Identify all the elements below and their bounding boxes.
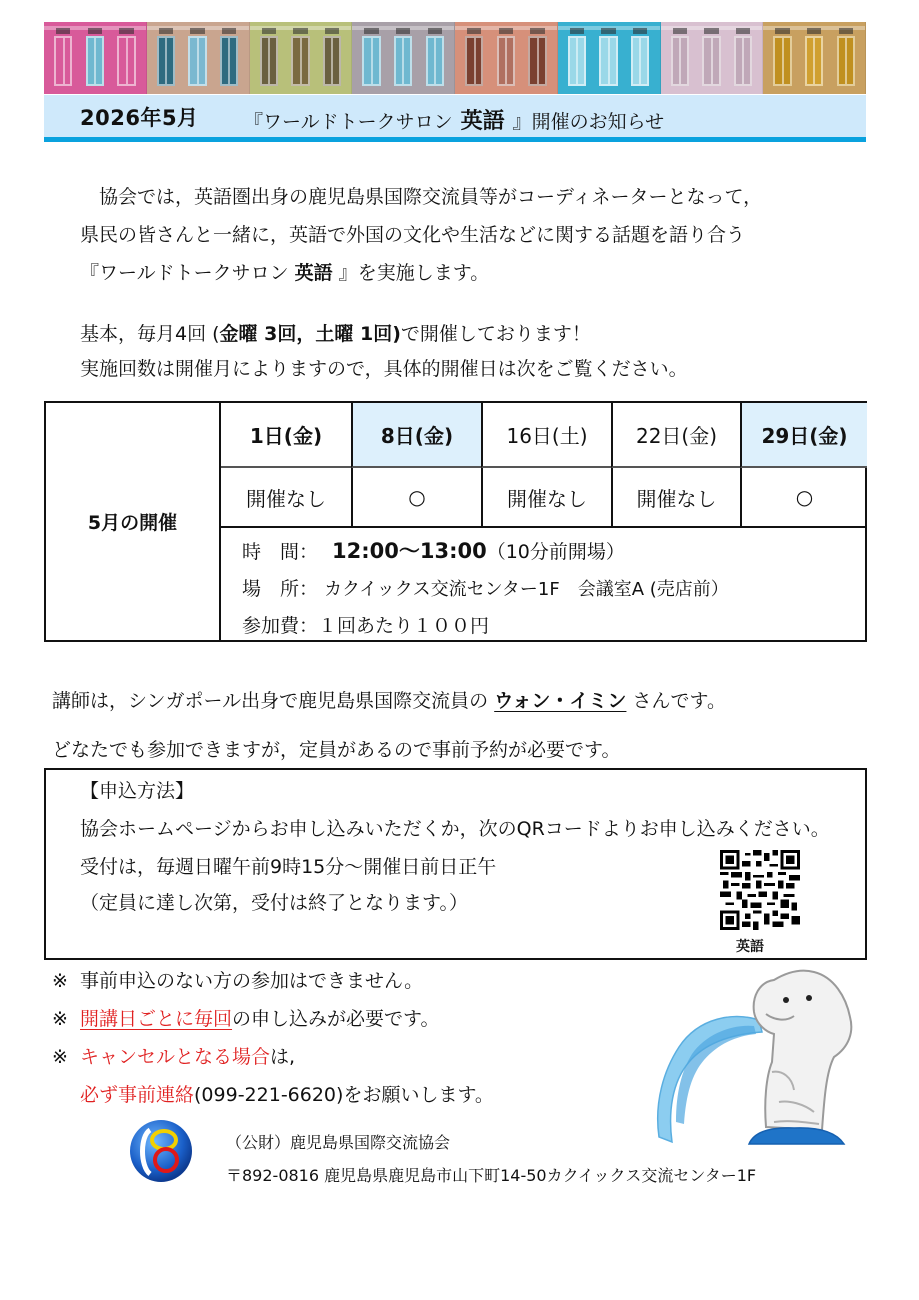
time-value: 12:00～13:00 <box>332 539 487 563</box>
application-box <box>44 768 867 960</box>
instructor-name: ウォン・イミン <box>494 690 627 712</box>
schedule-info <box>242 533 729 645</box>
note-3-text: は, <box>270 1046 296 1068</box>
qr-code-icon[interactable] <box>716 850 804 930</box>
status-cell: 開催なし <box>611 468 740 528</box>
shophouse-image <box>558 22 661 94</box>
apply-line-3: （定員に達し次第，受付は終了となります。） <box>80 892 468 914</box>
title-language: 英語 <box>460 109 505 134</box>
note-4 <box>80 1080 494 1107</box>
apply-line-1: 協会ホームページからお申し込みいただくか，次のQRコードよりお申し込みください。 <box>80 818 830 840</box>
organization-name: （公財）鹿児島県国際交流協会 <box>226 1133 451 1152</box>
fee-label: 参加費： <box>242 615 319 637</box>
note-3-emphasis: キャンセルとなる場合 <box>80 1046 271 1068</box>
note-4-text: をお願いします。 <box>343 1084 494 1106</box>
intro-line-3-suffix: 』を実施します。 <box>332 262 490 284</box>
status-cell: 開催なし <box>481 468 611 528</box>
status-cell: 開催なし <box>221 468 351 528</box>
place-label: 場 所： <box>242 578 319 600</box>
note-2 <box>52 1004 440 1031</box>
frequency-bold: 金曜 3回，土曜 1回) <box>219 323 401 345</box>
frequency-line-1 <box>80 315 591 353</box>
page-title <box>244 104 664 135</box>
date-cell: 1日(金) <box>221 403 351 468</box>
place-row <box>242 571 729 608</box>
note-3 <box>52 1042 295 1069</box>
time-row <box>242 533 729 571</box>
status-cell: ○ <box>351 468 481 528</box>
shophouse-image <box>352 22 455 94</box>
instructor-prefix: 講師は，シンガポール出身で鹿児島県国際交流員の <box>52 690 495 712</box>
frequency-prefix: 基本，毎月4回 ( <box>80 323 220 345</box>
note-2-text: の申し込みが必要です。 <box>232 1008 440 1030</box>
date-cell: 29日(金) <box>740 403 867 468</box>
intro-line-2: 県民の皆さんと一緒に，英語で外国の文化や生活などに関する話題を語り合う <box>80 224 746 246</box>
association-logo-icon <box>128 1118 194 1184</box>
schedule-grid <box>221 403 865 528</box>
note-mark: ※ <box>52 1008 68 1030</box>
shophouse-image <box>661 22 764 94</box>
fee-value: １回あたり１００円 <box>318 615 490 637</box>
fee-row <box>242 608 729 645</box>
note-1-text: 事前申込のない方の参加はできません。 <box>80 970 424 992</box>
instructor-line <box>52 686 726 713</box>
intro-line-3-bold: 英語 <box>294 262 333 284</box>
intro-line-3 <box>80 254 489 292</box>
shophouse-image <box>763 22 866 94</box>
title-date: 2026年5月 <box>80 106 199 130</box>
title-suffix: 』開催のお知らせ <box>512 111 665 133</box>
instructor-suffix: さんです。 <box>626 690 726 712</box>
note-4-emphasis: 必ず事前連絡 <box>80 1084 195 1106</box>
time-note: （10分前開場） <box>486 541 625 563</box>
title-prefix: 『ワールドトークサロン <box>244 111 453 133</box>
date-cell: 8日(金) <box>351 403 481 468</box>
date-cell: 22日(金) <box>611 403 740 468</box>
shophouse-image <box>147 22 250 94</box>
organization-address: 〒892-0816 鹿児島県鹿児島市山下町14-50カクイックス交流センター1F <box>226 1166 757 1185</box>
intro-line-3-prefix: 『ワールドトークサロン <box>80 262 295 284</box>
frequency-line-2: 実施回数は開催月によりますので，具体的開催日は次をご覧ください。 <box>80 358 688 380</box>
date-cell: 16日(土) <box>481 403 611 468</box>
time-label: 時 間： <box>242 541 319 563</box>
place-value: カクイックス交流センター1F 会議室A (売店前） <box>324 579 729 600</box>
apply-heading: 【申込方法】 <box>80 780 195 802</box>
note-1 <box>52 966 423 993</box>
title-underline-bar <box>44 137 866 142</box>
shophouse-image <box>455 22 558 94</box>
shophouse-image <box>44 22 147 94</box>
shophouse-image <box>250 22 353 94</box>
apply-line-2: 受付は，毎週日曜午前9時15分～開催日前日正午 <box>80 856 497 878</box>
intro-line-1: 協会では，英語圏出身の鹿児島県国際交流員等がコーディネーターとなって， <box>80 186 763 208</box>
reservation-notice: どなたでも参加できますが，定員があるので事前予約が必要です。 <box>52 739 621 761</box>
contact-phone: (099-221-6620) <box>194 1084 344 1106</box>
status-cell: ○ <box>740 468 867 528</box>
merlion-illustration-icon <box>654 962 860 1157</box>
banner-image-shophouses <box>44 22 866 94</box>
qr-code-label: 英語 <box>736 939 764 955</box>
note-mark: ※ <box>52 1046 68 1068</box>
note-2-emphasis: 開講日ごとに毎回 <box>80 1008 233 1030</box>
note-mark: ※ <box>52 970 68 992</box>
schedule-label: 5月の開催 <box>46 403 221 640</box>
schedule-table <box>44 401 867 642</box>
frequency-suffix: で開催しております！ <box>400 323 591 345</box>
